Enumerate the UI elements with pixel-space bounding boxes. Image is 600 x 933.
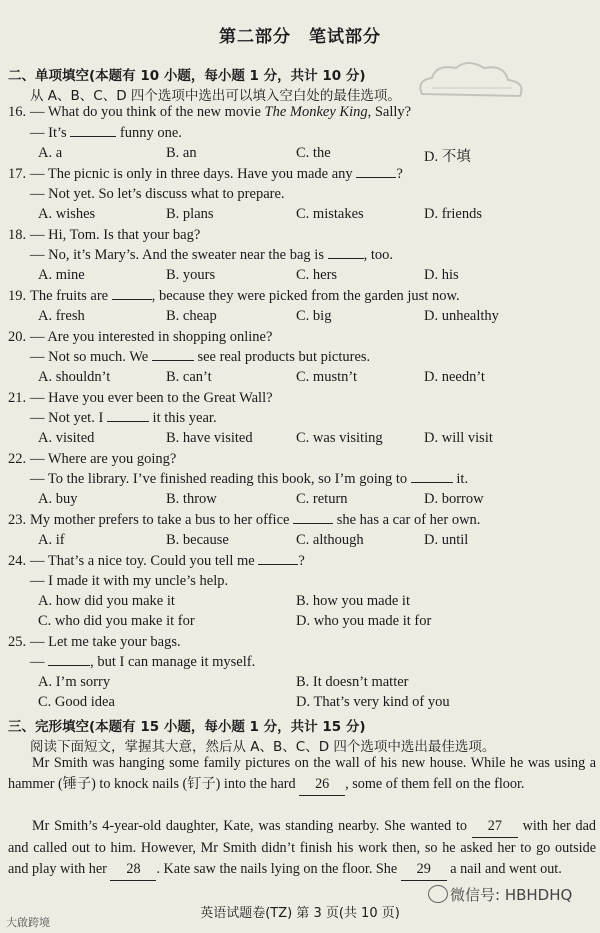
option-a: A. how did you make it xyxy=(38,593,175,609)
section-3-heading: 三、完形填空(本题有 15 小题，每小题 1 分，共计 15 分) xyxy=(8,719,366,735)
passage-paragraph-1: Mr Smith was hanging some family pictures on the wall of his new house. While he was using a hammer (锤子) to knock nails (钉子) into the hard 26 , some of them fell on the floor. xyxy=(8,753,596,796)
question-25: 25. — Let me take your bags. xyxy=(8,634,181,650)
passage-paragraph-2: Mr Smith’s 4-year-old daughter, Kate, was standing nearby. She wanted to 27 with her dad and called out to him. However, Mr Smith didn’t finish his work then, so he asked her to go outside and play with her 28 . Kate saw the nails lying on the floor. She 29 a nail and went out. xyxy=(8,816,596,881)
question-24-line-2: — I made it with my uncle’s help. xyxy=(30,573,229,589)
question-21-line-2: — Not yet. I it this year. xyxy=(30,410,217,426)
option-c: C. who did you make it for xyxy=(38,613,195,629)
wechat-icon xyxy=(428,885,448,903)
option-a: A. visited xyxy=(38,430,95,446)
option-b: B. yours xyxy=(166,267,216,283)
question-19: 19. The fruits are , because they were picked from the garden just now. xyxy=(8,288,460,304)
option-a: A. fresh xyxy=(38,308,85,324)
answer-blank xyxy=(152,360,194,361)
option-d: D. his xyxy=(424,267,459,283)
option-c: C. the xyxy=(296,145,331,161)
option-b: B. can’t xyxy=(166,369,212,385)
option-c: C. mistakes xyxy=(296,206,364,222)
question-25-line-2: — , but I can manage it myself. xyxy=(30,654,256,670)
option-b: B. have visited xyxy=(166,430,253,446)
question-22-line-2: — To the library. I’ve finished reading this book, so I’m going to it. xyxy=(30,471,469,487)
cloze-blank-29: 29 xyxy=(401,859,447,881)
option-c: C. although xyxy=(296,532,364,548)
watermark-right: 微信号: HBHDHQ xyxy=(450,886,573,904)
option-c: C. return xyxy=(296,491,348,507)
question-24: 24. — That’s a nice toy. Could you tell me ? xyxy=(8,553,305,569)
question-18-line-2: — No, it’s Mary’s. And the sweater near the bag is , too. xyxy=(30,247,393,263)
option-b: B. It doesn’t matter xyxy=(296,674,409,690)
option-d: D. That’s very kind of you xyxy=(296,694,450,710)
option-d: D. needn’t xyxy=(424,369,485,385)
option-a: A. wishes xyxy=(38,206,96,222)
question-21: 21. — Have you ever been to the Great Wall? xyxy=(8,390,273,406)
option-d: D. unhealthy xyxy=(424,308,499,324)
option-c: C. Good idea xyxy=(38,694,115,710)
option-d: D. who you made it for xyxy=(296,613,432,629)
question-22: 22. — Where are you going? xyxy=(8,451,177,467)
answer-blank xyxy=(411,482,453,483)
bleed-through-cloud-icon xyxy=(412,58,532,102)
option-c: C. big xyxy=(296,308,332,324)
cloze-blank-28: 28 xyxy=(110,859,156,881)
option-d: D. 不填 xyxy=(424,149,471,165)
option-d: D. until xyxy=(424,532,469,548)
page-title: 第二部分 笔试部分 xyxy=(219,27,381,47)
question-20: 20. — Are you interested in shopping online? xyxy=(8,329,273,345)
option-b: B. how you made it xyxy=(296,593,410,609)
question-17: 17. — The picnic is only in three days. Have you made any ? xyxy=(8,166,403,182)
option-b: B. an xyxy=(166,145,197,161)
section-3-instruction: 阅读下面短文，掌握其大意，然后从 A、B、C、D 四个选项中选出最佳选项。 xyxy=(30,739,496,755)
answer-blank xyxy=(258,564,298,565)
answer-blank xyxy=(293,523,333,524)
question-17-line-2: — Not yet. So let’s discuss what to prepare. xyxy=(30,186,285,202)
option-d: D. borrow xyxy=(424,491,484,507)
question-16-line-2: — It’s funny one. xyxy=(30,125,182,141)
answer-blank xyxy=(328,258,364,259)
question-20-line-2: — Not so much. We see real products but pictures. xyxy=(30,349,371,365)
answer-blank xyxy=(107,421,149,422)
answer-blank xyxy=(356,177,396,178)
option-d: D. friends xyxy=(424,206,482,222)
option-b: B. plans xyxy=(166,206,214,222)
answer-blank xyxy=(70,136,116,137)
cloze-blank-26: 26 xyxy=(299,774,345,796)
option-b: B. because xyxy=(166,532,229,548)
question-23: 23. My mother prefers to take a bus to her office she has a car of her own. xyxy=(8,512,481,528)
option-a: A. if xyxy=(38,532,65,548)
page-footer: 英语试题卷(TZ) 第 3 页(共 10 页) xyxy=(200,906,400,921)
option-b: B. cheap xyxy=(166,308,217,324)
section-2-heading: 二、单项填空(本题有 10 小题，每小题 1 分，共计 10 分) xyxy=(8,68,366,84)
option-a: A. shouldn’t xyxy=(38,369,111,385)
option-d: D. will visit xyxy=(424,430,493,446)
question-18: 18. — Hi, Tom. Is that your bag? xyxy=(8,227,201,243)
answer-blank xyxy=(112,299,152,300)
option-a: A. buy xyxy=(38,491,78,507)
section-2-instruction: 从 A、B、C、D 四个选项中选出可以填入空白处的最佳选项。 xyxy=(30,88,401,104)
question-16-prompt: — What do you think of the new movie The Monkey King, Sally? xyxy=(30,104,412,120)
option-a: A. a xyxy=(38,145,63,161)
option-c: C. was visiting xyxy=(296,430,383,446)
answer-blank xyxy=(48,665,90,666)
option-a: A. mine xyxy=(38,267,85,283)
question-16: 16. — What do you think of the new movie The Monkey King, Sally? xyxy=(8,104,412,120)
option-c: C. hers xyxy=(296,267,338,283)
option-b: B. throw xyxy=(166,491,217,507)
option-c: C. mustn’t xyxy=(296,369,357,385)
cloze-blank-27: 27 xyxy=(472,816,518,838)
watermark-left: 大啟跨境 xyxy=(6,916,50,929)
option-a: A. I’m sorry xyxy=(38,674,111,690)
